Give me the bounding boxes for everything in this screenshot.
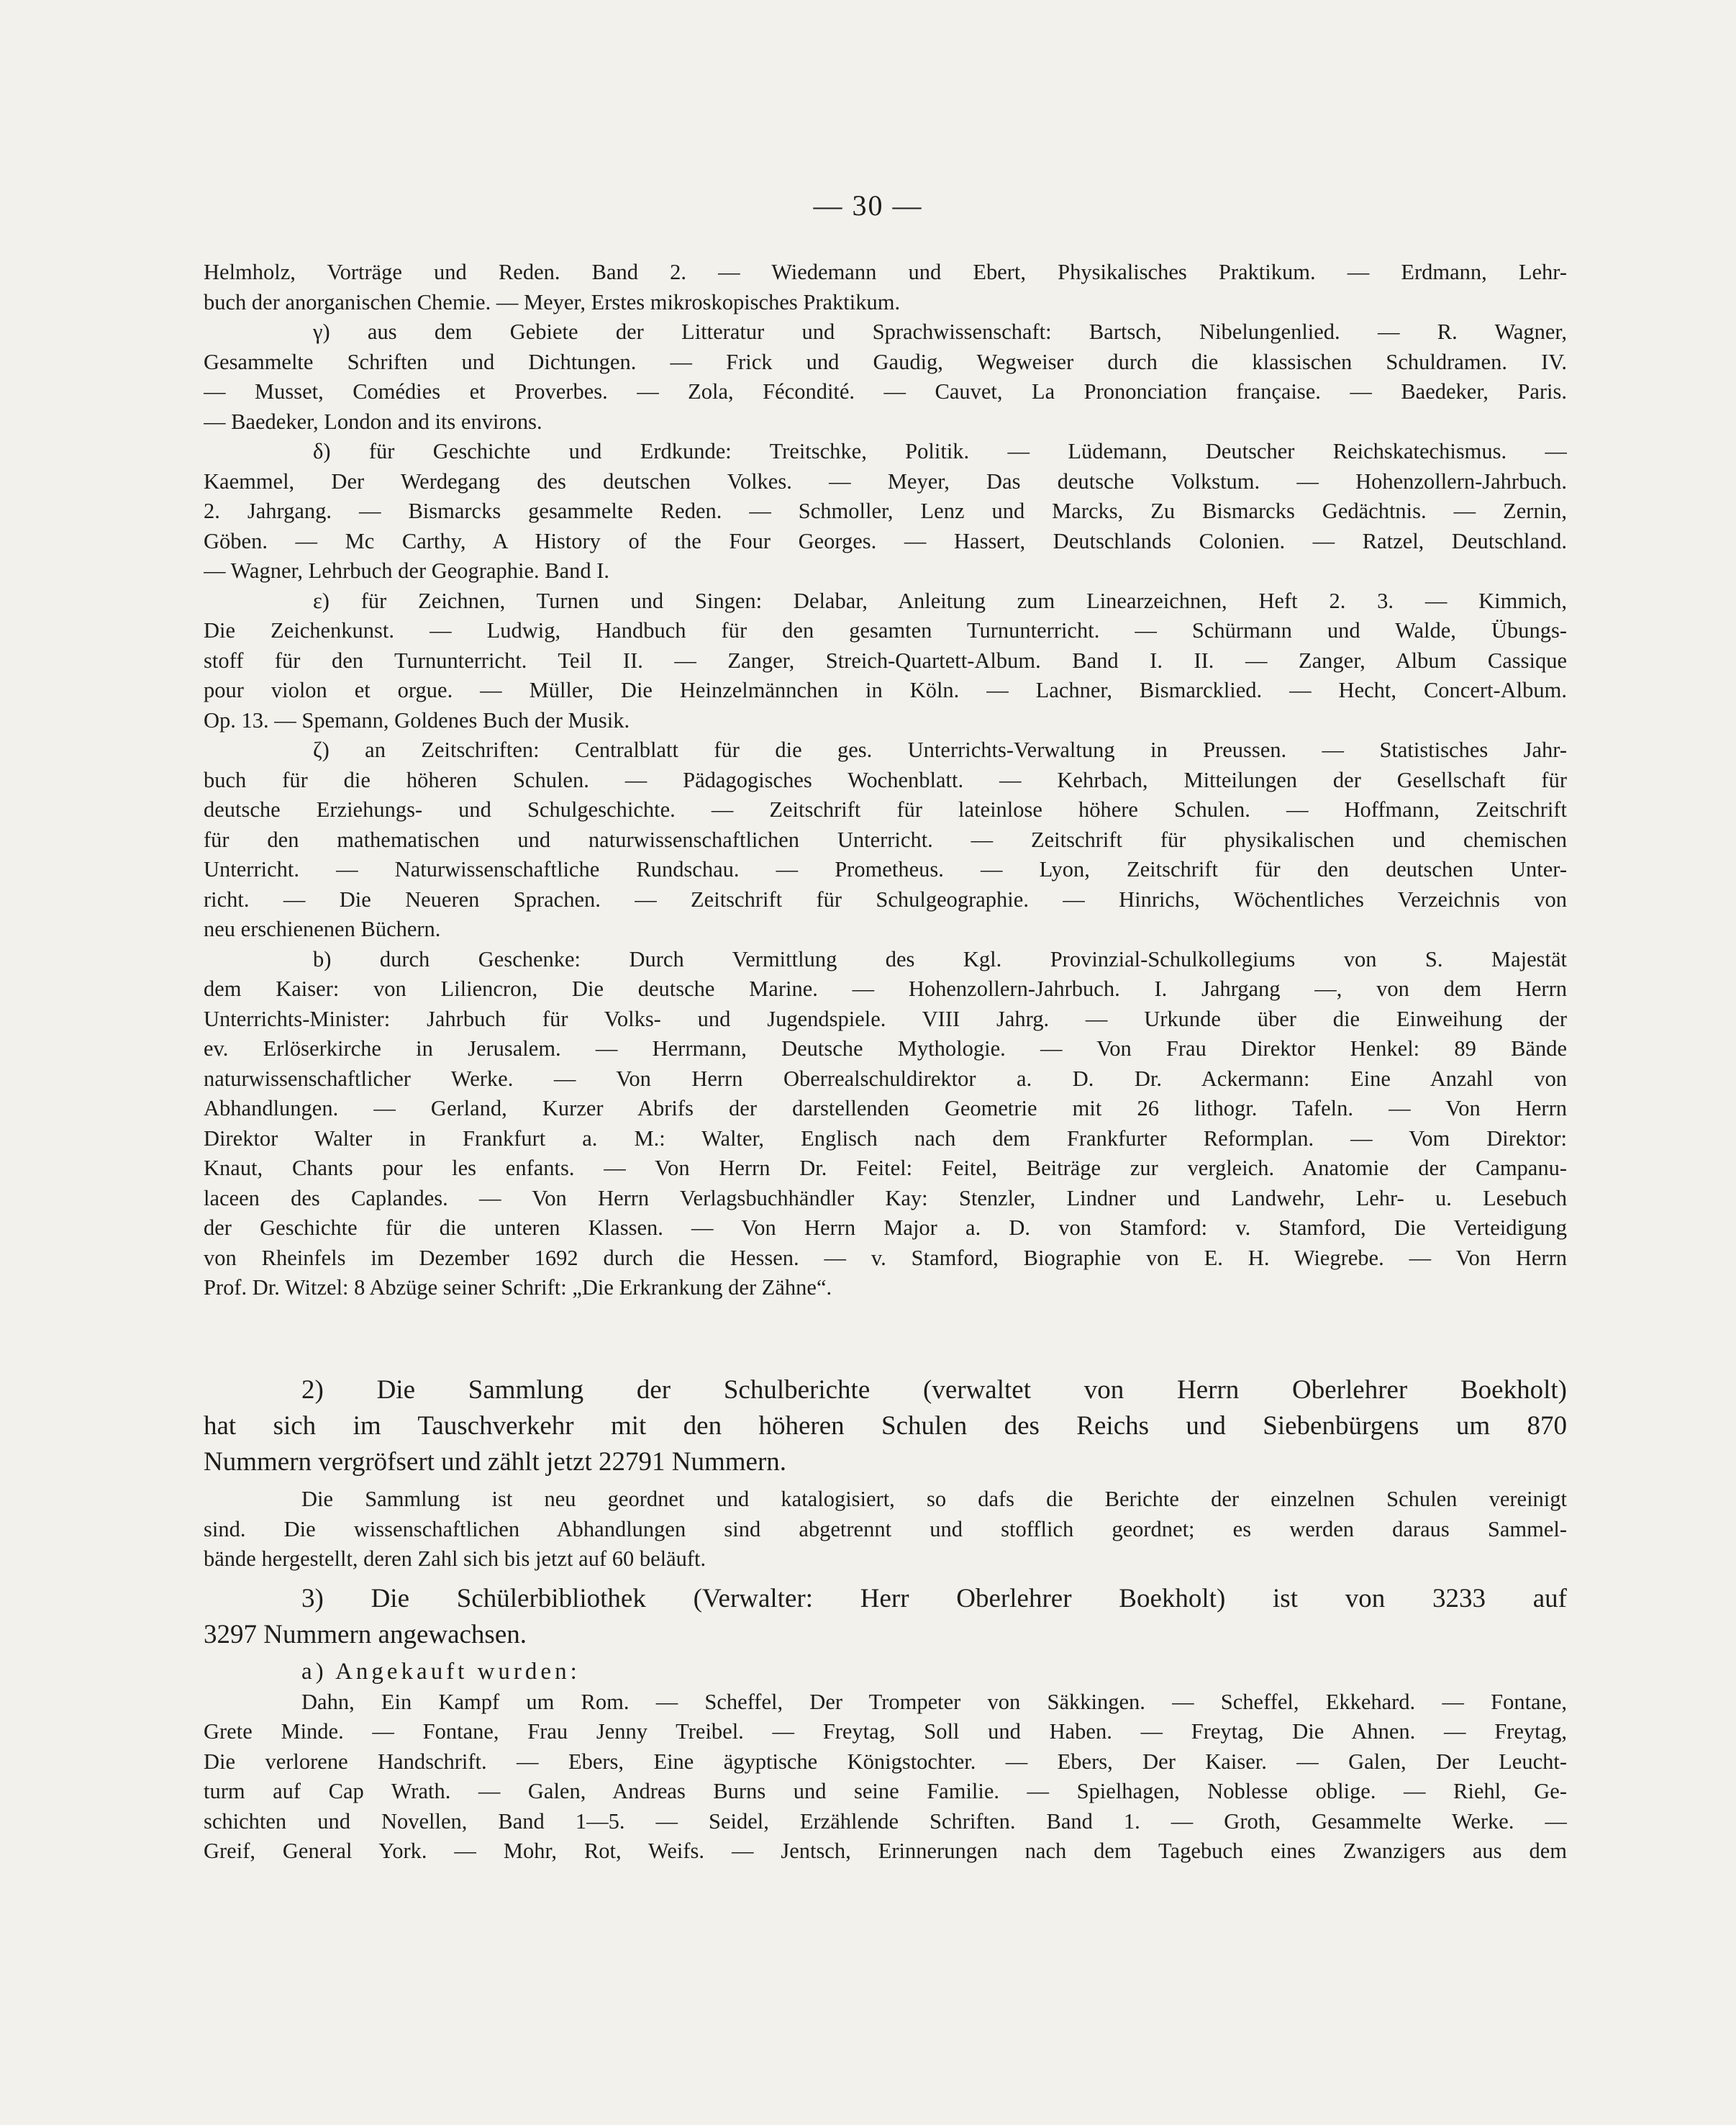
text-line: Helmholz, Vorträge und Reden. Band 2. — Wiedemann und Ebert, Physikalisches Praktikum. — Erdmann, Lehr-: [204, 260, 1567, 284]
text-line: für den mathematischen und naturwissenschaftlichen Unterricht. — Zeitschrift für physikalischen und chemischen: [204, 827, 1567, 852]
section-2-heading-line: 2) Die Sammlung der Schulberichte (verwaltet von Herrn Oberlehrer Boekholt): [301, 1375, 1567, 1405]
text-line: Unterrichts-Minister: Jahrbuch für Volks- und Jugendspiele. VIII Jahrg. — Urkunde über die Einweihung der: [204, 1006, 1567, 1031]
section-3-block: [204, 1581, 1567, 1653]
text-line: Gesammelte Schriften und Dichtungen. — Frick und Gaudig, Wegweiser durch die klassischen Schuldramen. IV.: [204, 349, 1567, 374]
text-line: dem Kaiser: von Liliencron, Die deutsche Marine. — Hohenzollern-Jahrbuch. I. Jahrgang —, von dem Herrn: [204, 977, 1567, 1001]
text-line: Die Zeichenkunst. — Ludwig, Handbuch für den gesamten Turnunterricht. — Schürmann und Walde, Übungs-: [204, 618, 1567, 643]
text-line: der Geschichte für die unteren Klassen. — Von Herrn Major a. D. von Stamford: v. Stamford, Die Verteidigung: [204, 1215, 1567, 1240]
text-line: Grete Minde. — Fontane, Frau Jenny Treibel. — Freytag, Soll und Haben. — Freytag, Die Ahnen. — Freytag,: [204, 1719, 1567, 1744]
section-zeta-heading-line: ζ) an Zeitschriften: Centralblatt für die ges. Unterrichts-Verwaltung in Preussen. — Statistisches Jahr-: [313, 738, 1567, 762]
text-line: stoff für den Turnunterricht. Teil II. — Zanger, Streich-Quartett-Album. Band I. II. — Zanger, Album Cassique: [204, 648, 1567, 673]
text-line: deutsche Erziehungs- und Schulgeschichte. — Zeitschrift für lateinlose höhere Schulen. — Hoffmann, Zeitschrift: [204, 797, 1567, 822]
text-line: neu erschienenen Büchern.: [204, 917, 441, 941]
text-line: buch der anorganischen Chemie. — Meyer, Erstes mikroskopisches Praktikum.: [204, 289, 901, 314]
text-line: Op. 13. — Spemann, Goldenes Buch der Musik.: [204, 707, 630, 733]
text-line: Nummern vergröfsert und zählt jetzt 22791 Nummern.: [204, 1447, 787, 1477]
text-line: hat sich im Tauschverkehr mit den höheren Schulen des Reichs und Siebenbürgens um 870: [204, 1411, 1567, 1441]
section-gamma-heading-line: γ) aus dem Gebiete der Litteratur und Sprachwissenschaft: Bartsch, Nibelungenlied. — R. Wagner,: [313, 320, 1567, 344]
text-line: richt. — Die Neueren Sprachen. — Zeitschrift für Schulgeographie. — Hinrichs, Wöchentliches Verzeichnis von: [204, 887, 1567, 912]
text-line: Dahn, Ein Kampf um Rom. — Scheffel, Der Trompeter von Säkkingen. — Scheffel, Ekkehard. — Fontane,: [301, 1689, 1567, 1714]
text-line: 2. Jahrgang. — Bismarcks gesammelte Reden. — Schmoller, Lenz und Marcks, Zu Bismarcks Gedächtnis. — Zernin,: [204, 499, 1567, 523]
text-line: bände hergestellt, deren Zahl sich bis jetzt auf 60 beläuft.: [204, 1546, 706, 1571]
text-line: pour violon et orgue. — Müller, Die Heinzelmännchen in Köln. — Lachner, Bismarcklied. — Hecht, Concert-Album.: [204, 678, 1567, 702]
text-line: — Musset, Comédies et Proverbes. — Zola, Fécondité. — Cauvet, La Prononciation française. — Baedeker, Paris.: [204, 379, 1567, 404]
page-number: — 30 —: [813, 189, 923, 222]
text-line: Die Sammlung ist neu geordnet und katalogisiert, so dafs die Berichte der einzelnen Schulen vereinigt: [301, 1487, 1567, 1511]
text-line: Die verlorene Handschrift. — Ebers, Eine ägyptische Königstochter. — Ebers, Der Kaiser. — Galen, Der Leucht-: [204, 1749, 1567, 1774]
text-line: — Wagner, Lehrbuch der Geographie. Band I.: [204, 558, 610, 583]
text-line: von Rheinfels im Dezember 1692 durch die Hessen. — v. Stamford, Biographie von E. H. Wiegrebe. — Von Herrn: [204, 1245, 1567, 1270]
text-line: Unterricht. — Naturwissenschaftliche Rundschau. — Prometheus. — Lyon, Zeitschrift für den deutschen Unter-: [204, 857, 1567, 882]
text-line: schichten und Novellen, Band 1—5. — Seidel, Erzählende Schriften. Band 1. — Groth, Gesammelte Werke. —: [204, 1808, 1567, 1834]
section-delta-heading-line: δ) für Geschichte und Erdkunde: Treitschke, Politik. — Lüdemann, Deutscher Reichskatechismus. —: [313, 439, 1567, 463]
text-line: sind. Die wissenschaftlichen Abhandlungen sind abgetrennt und stofflich geordnet; es werden daraus Sammel-: [204, 1516, 1567, 1541]
library-list-block: [204, 258, 1567, 1303]
section-b-heading-line: b) durch Geschenke: Durch Vermittlung des Kgl. Provinzial-Schulkollegiums von S. Majestät: [313, 946, 1567, 971]
text-line: Prof. Dr. Witzel: 8 Abzüge seiner Schrift: „Die Erkrankung der Zähne“.: [204, 1275, 832, 1300]
text-line: Kaemmel, Der Werdegang des deutschen Volkes. — Meyer, Das deutsche Volkstum. — Hohenzollern-Jahrbuch.: [204, 468, 1567, 494]
section-2-note-block: [204, 1485, 1567, 1575]
text-line: buch für die höheren Schulen. — Pädagogisches Wochenblatt. — Kehrbach, Mitteilungen der Gesellschaft für: [204, 767, 1567, 792]
text-line: Göben. — Mc Carthy, A History of the Four Georges. — Hassert, Deutschlands Colonien. — Ratzel, Deutschland.: [204, 528, 1567, 553]
text-line: ev. Erlöserkirche in Jerusalem. — Herrmann, Deutsche Mythologie. — Von Frau Direktor Henkel: 89 Bände: [204, 1036, 1567, 1061]
text-line: turm auf Cap Wrath. — Galen, Andreas Burns und seine Familie. — Spielhagen, Noblesse oblige. — Riehl, Ge-: [204, 1779, 1567, 1803]
text-line: laceen des Caplandes. — Von Herrn Verlagsbuchhändler Kay: Stenzler, Lindner und Landwehr, Lehr- u. Lesebuch: [204, 1185, 1567, 1210]
section-3-list-block: [204, 1657, 1567, 1867]
text-line: Greif, General York. — Mohr, Rot, Weifs. — Jentsch, Erinnerungen nach dem Tagebuch eines Zwanzigers aus dem: [204, 1839, 1567, 1863]
text-line: 3297 Nummern angewachsen.: [204, 1620, 527, 1649]
text-line: Knaut, Chants pour les enfants. — Von Herrn Dr. Feitel: Feitel, Beiträge zur vergleich. Anatomie der Campanu-: [204, 1156, 1567, 1180]
text-line: naturwissenschaftlicher Werke. — Von Herrn Oberrealschuldirektor a. D. Dr. Ackermann: Eine Anzahl von: [204, 1066, 1567, 1091]
section-2-block: [204, 1372, 1567, 1480]
section-epsilon-heading-line: ε) für Zeichnen, Turnen und Singen: Delabar, Anleitung zum Linearzeichnen, Heft 2. 3. — Kimmich,: [313, 588, 1567, 613]
text-line: — Baedeker, London and its environs.: [204, 409, 542, 434]
text-line: Direktor Walter in Frankfurt a. M.: Walter, Englisch nach dem Frankfurter Reformplan. — Vom Direktor:: [204, 1125, 1567, 1151]
section-3-heading-line: 3) Die Schülerbibliothek (Verwalter: Herr Oberlehrer Boekholt) ist von 3233 auf: [301, 1584, 1567, 1613]
subsection-a-heading-line: a) Angekauft wurden:: [301, 1659, 581, 1685]
text-line: Abhandlungen. — Gerland, Kurzer Abrifs der darstellenden Geometrie mit 26 lithogr. Tafeln. — Von Herrn: [204, 1096, 1567, 1120]
